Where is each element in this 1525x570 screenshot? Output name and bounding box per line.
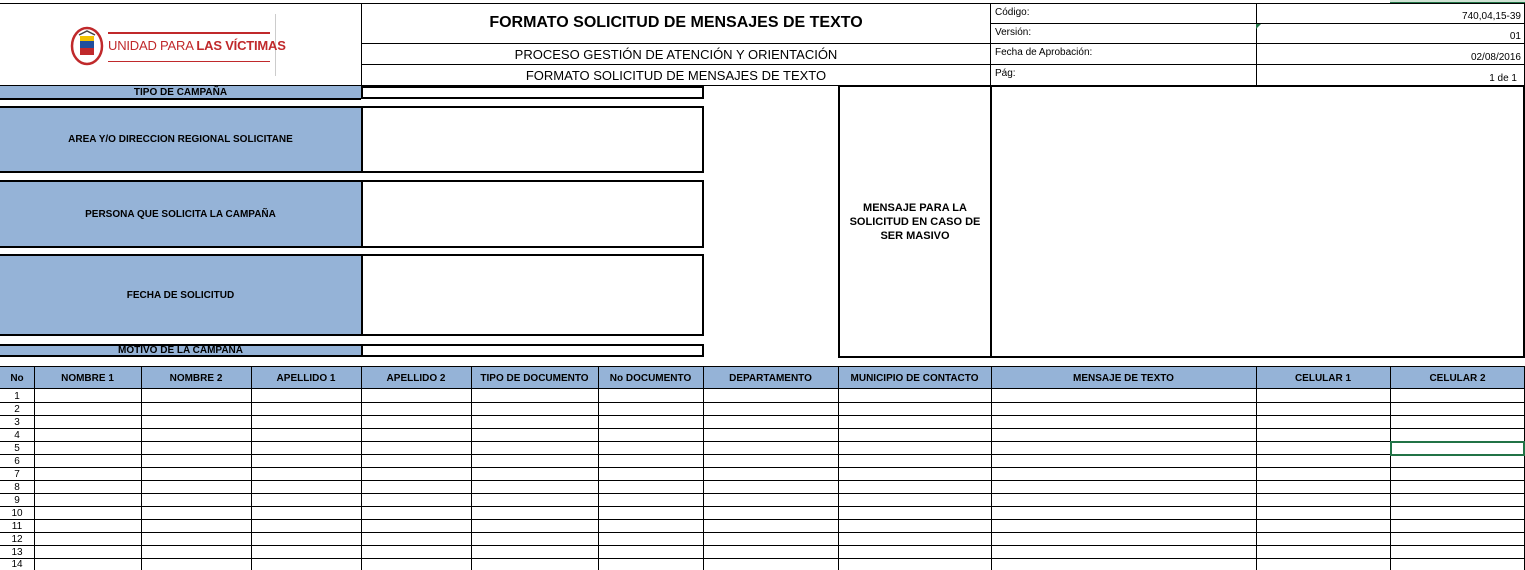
col-header-nombre2[interactable]: NOMBRE 2 (169, 372, 223, 384)
row-number: 10 (11, 508, 23, 519)
row-number: 11 (11, 521, 23, 532)
logo (70, 24, 286, 68)
row-number: 2 (14, 404, 20, 415)
main-title: FORMATO SOLICITUD DE MENSAJES DE TEXTO (489, 14, 863, 31)
col-header-departamento[interactable]: DEPARTAMENTO (729, 372, 812, 384)
meta-value-pag[interactable]: 1 de 1 (1489, 73, 1517, 84)
logo-text-light: UNIDAD PARA (108, 38, 197, 53)
row-number: 6 (14, 456, 20, 467)
table-row[interactable] (0, 416, 1525, 429)
selected-cell[interactable] (1390, 441, 1525, 456)
col-header-nombre1[interactable]: NOMBRE 1 (61, 372, 114, 384)
row-number: 5 (14, 443, 20, 454)
motivo-input[interactable] (361, 344, 704, 357)
meta-label-pag: Pág: (995, 68, 1016, 79)
meta-value-codigo[interactable]: 740,04,15-39 (1462, 11, 1521, 22)
row-number: 3 (14, 417, 20, 428)
tipo-campana-label: TIPO DE CAMPAÑA (0, 86, 361, 98)
row-number: 9 (14, 495, 20, 506)
col-header-celular2[interactable]: CELULAR 2 (1429, 372, 1486, 384)
row-number: 1 (14, 391, 20, 402)
table-row[interactable] (0, 507, 1525, 520)
table-row[interactable] (0, 429, 1525, 442)
persona-label: PERSONA QUE SOLICITA LA CAMPAÑA (0, 180, 361, 248)
col-header-apellido2[interactable]: APELLIDO 2 (386, 372, 446, 384)
table-body (0, 390, 1525, 570)
logo-text (108, 38, 286, 53)
table-row[interactable] (0, 403, 1525, 416)
logo-underline-bottom (108, 61, 270, 62)
row-number: 8 (14, 482, 20, 493)
table-row[interactable] (0, 390, 1525, 403)
data-table (0, 366, 1525, 570)
col-header-municipio[interactable]: MUNICIPIO DE CONTACTO (850, 372, 979, 384)
table-row[interactable] (0, 468, 1525, 481)
col-header-no[interactable]: No (10, 372, 24, 384)
table-row[interactable] (0, 455, 1525, 468)
meta-label-fecha-aprobacion: Fecha de Aprobación: (995, 47, 1093, 58)
motivo-label: MOTIVO DE LA CAMPAÑA (0, 344, 361, 357)
persona-input[interactable] (361, 180, 704, 248)
row-number: 4 (14, 430, 20, 441)
format-title: FORMATO SOLICITUD DE MENSAJES DE TEXTO (525, 67, 827, 83)
logo-underline (108, 32, 270, 34)
table-row[interactable] (0, 546, 1525, 559)
process-title: PROCESO GESTIÓN DE ATENCIÓN Y ORIENTACIÓN (514, 46, 838, 62)
mensaje-masivo-text: MENSAJE PARA LA SOLICITUD EN CASO DE SER MASIVO (849, 201, 981, 242)
table-header-row (0, 366, 1525, 389)
area-label: AREA Y/O DIRECCION REGIONAL SOLICITANE (0, 106, 361, 173)
mensaje-masivo-label (838, 85, 992, 358)
row-number: 7 (14, 469, 20, 480)
row-number: 14 (11, 559, 23, 570)
col-header-celular1[interactable]: CELULAR 1 (1294, 372, 1352, 384)
mensaje-masivo-input[interactable] (990, 85, 1525, 358)
meta-label-version: Versión: (995, 27, 1032, 38)
tipo-campana-input[interactable] (361, 86, 704, 99)
col-header-apellido1[interactable]: APELLIDO 1 (276, 372, 336, 384)
table-row[interactable] (0, 481, 1525, 494)
top-header (0, 0, 1525, 86)
table-row[interactable] (0, 494, 1525, 507)
row-number: 12 (11, 534, 23, 545)
col-header-no-documento[interactable]: No DOCUMENTO (609, 372, 692, 384)
fecha-input[interactable] (361, 254, 704, 336)
table-row[interactable] (0, 533, 1525, 546)
col-header-tipo-documento[interactable]: TIPO DE DOCUMENTO (480, 372, 589, 384)
col-header-mensaje[interactable]: MENSAJE DE TEXTO (1073, 372, 1174, 384)
meta-value-version[interactable]: 01 (1509, 31, 1521, 42)
colombia-seal-icon (70, 26, 104, 66)
table-row[interactable] (0, 520, 1525, 533)
logo-text-bold: LAS VÍCTIMAS (196, 38, 286, 53)
table-row[interactable] (0, 559, 1525, 570)
fecha-label: FECHA DE SOLICITUD (0, 254, 361, 336)
area-input[interactable] (361, 106, 704, 173)
row-number: 13 (11, 547, 23, 558)
meta-value-fecha-aprobacion[interactable]: 02/08/2016 (1470, 52, 1521, 63)
meta-label-codigo: Código: (995, 7, 1030, 18)
table-row[interactable] (0, 442, 1525, 455)
